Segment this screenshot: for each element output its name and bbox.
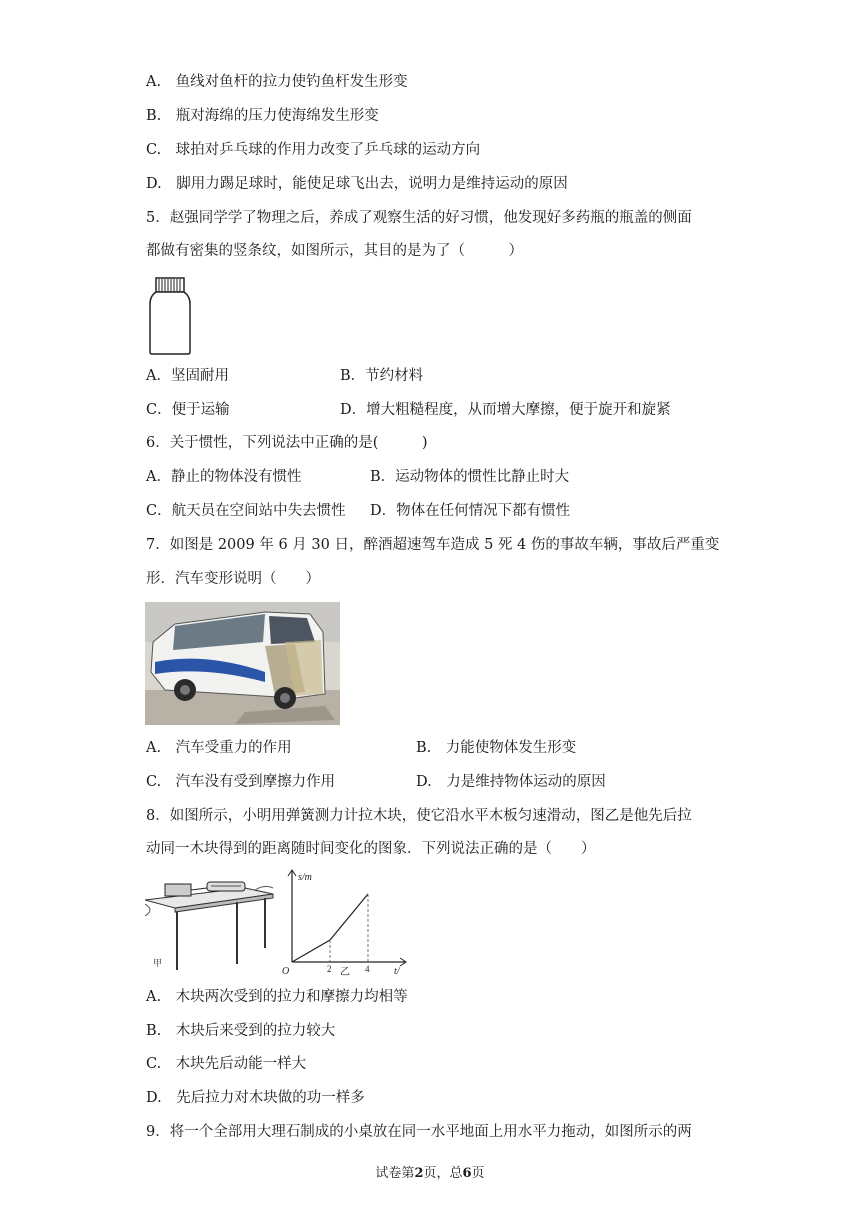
graph-tick-4: 4 (365, 964, 370, 974)
distance-time-graph (278, 866, 410, 978)
q8-option-b: B. 木块后来受到的拉力较大 (146, 1023, 336, 1039)
footer-page-number: 2 (414, 1166, 424, 1181)
q8-option-d: D. 先后拉力对木块做的功一样多 (146, 1090, 365, 1106)
footer-total-pages: 6 (462, 1166, 472, 1181)
graph-tick-2: 2 (327, 964, 332, 974)
q6-option-c: C．航天员在空间站中失去惯性 (146, 503, 346, 519)
q8-stem-line2: 动同一木块得到的距离随时间变化的图象．下列说法正确的是（ ） (146, 841, 596, 857)
q8-option-a: A. 木块两次受到的拉力和摩擦力均相等 (146, 989, 408, 1005)
q7-stem-line2: 形．汽车变形说明（ ） (146, 571, 320, 587)
medicine-bottle-figure (146, 276, 196, 356)
q5-stem-line1: 5．赵强同学学了物理之后，养成了观察生活的好习惯，他发现好多药瓶的瓶盖的侧面 (146, 210, 692, 226)
figure-a-label: 甲 (153, 958, 163, 968)
q5-option-c: C．便于运输 (146, 402, 230, 418)
damaged-bus-photo (145, 602, 340, 725)
q6-option-b: B．运动物体的惯性比静止时大 (370, 469, 570, 485)
q7-stem-line1: 7．如图是 2009 年 6 月 30 日，醉酒超速驾车造成 5 死 4 伤的事故车辆，事故后严重变 (146, 537, 720, 553)
q6-option-d: D．物体在任何情况下都有惯性 (370, 503, 571, 519)
graph-x-label: t/ (394, 966, 400, 977)
q5-stem-line2: 都做有密集的竖条纹，如图所示，其目的是为了（ ） (146, 243, 523, 259)
q7-option-c: C. 汽车没有受到摩擦力作用 (146, 774, 336, 790)
q5-option-a: A．坚固耐用 (146, 368, 229, 384)
q6-option-a: A．静止的物体没有惯性 (146, 469, 302, 485)
graph-origin-label: O (282, 966, 290, 977)
footer-post: 页 (471, 1166, 485, 1181)
q4-option-c: C. 球拍对乒乓球的作用力改变了乒乓球的运动方向 (146, 142, 481, 158)
footer-mid: 页，总 (423, 1166, 463, 1181)
q5-option-d: D．增大粗糙程度，从而增大摩擦，便于旋开和旋紧 (340, 402, 671, 418)
q6-stem: 6．关于惯性，下列说法中正确的是( ) (146, 435, 428, 451)
page-footer (0, 1162, 860, 1181)
q7-option-d: D. 力是维持物体运动的原因 (416, 774, 606, 790)
footer-pre: 试卷第 (375, 1166, 415, 1181)
q8-stem-line1: 8．如图所示，小明用弹簧测力计拉木块，使它沿水平木板匀速滑动，图乙是他先后拉 (146, 808, 692, 824)
spring-scale-table-figure (145, 870, 275, 975)
q7-option-a: A. 汽车受重力的作用 (146, 740, 292, 756)
graph-y-label: s/m (298, 872, 312, 883)
q7-option-b: B. 力能使物体发生形变 (416, 740, 577, 756)
q9-stem-line1: 9．将一个全部用大理石制成的小桌放在同一水平地面上用水平力拖动，如图所示的两 (146, 1124, 692, 1140)
q8-option-c: C. 木块先后动能一样大 (146, 1056, 307, 1072)
q4-option-d: D. 脚用力踢足球时，能使足球飞出去，说明力是维持运动的原因 (146, 176, 568, 192)
q5-option-b: B．节约材料 (340, 368, 424, 384)
q4-option-a: A. 鱼线对鱼杆的拉力使钓鱼杆发生形变 (146, 74, 408, 90)
graph-sublabel: 乙 (340, 967, 350, 978)
q4-option-b: B. 瓶对海绵的压力使海绵发生形变 (146, 108, 379, 124)
